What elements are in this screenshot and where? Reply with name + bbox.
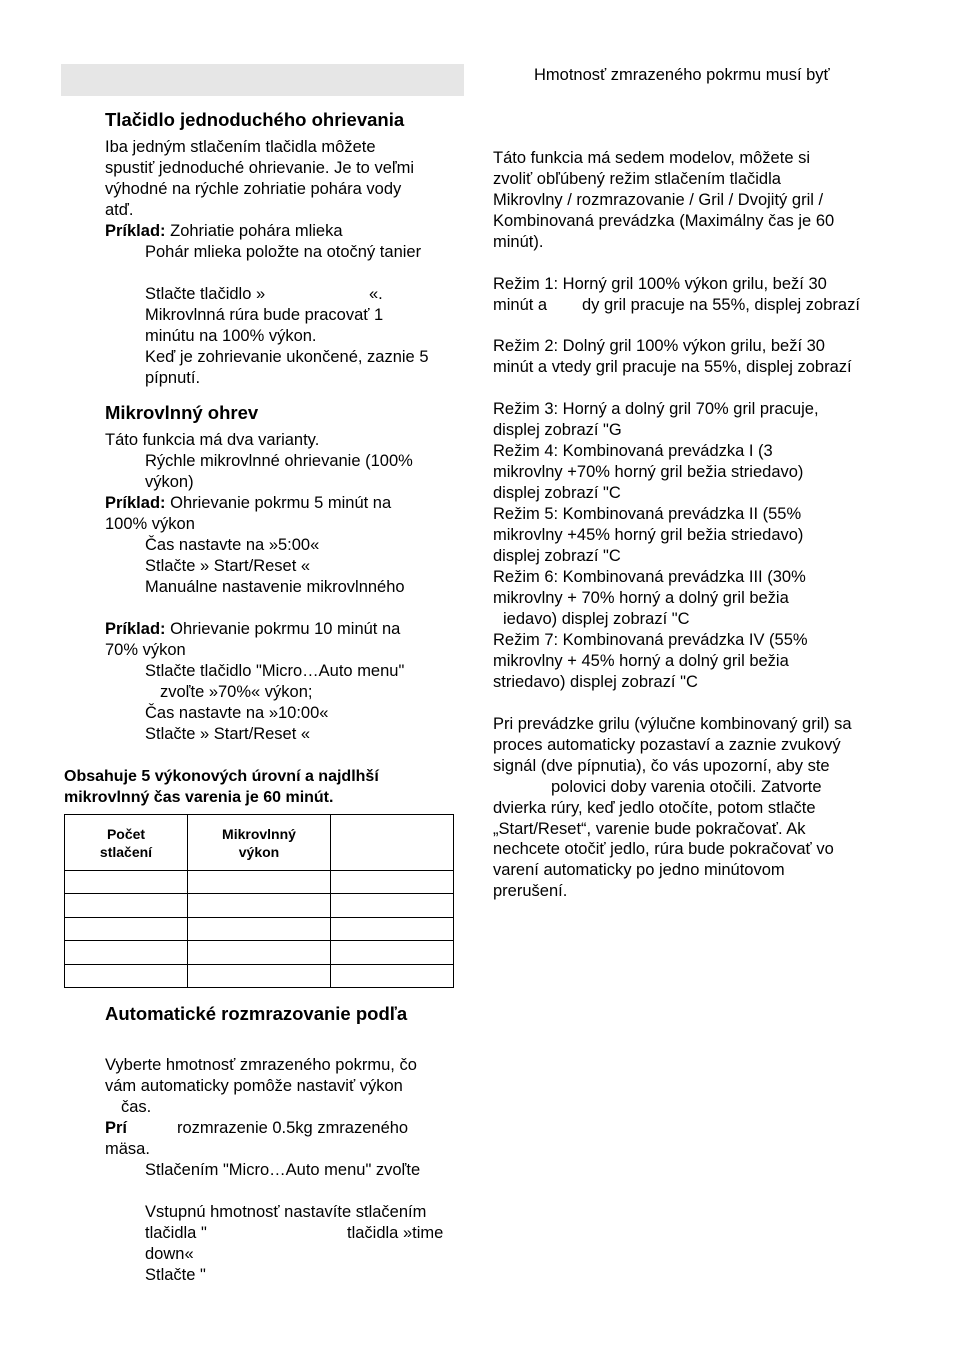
mode-line: Režim 1: Horný gril 100% výkon grilu, beží 30: [493, 275, 827, 293]
text-line: varení automaticky po jedno minútovom: [493, 861, 785, 879]
example-label: Príklad:: [105, 620, 166, 638]
table-cell: [65, 918, 188, 941]
step-line: down«: [145, 1245, 194, 1263]
mode-line: displej zobrazí "C: [493, 547, 621, 565]
example-line: [105, 619, 400, 640]
table-cell: [331, 965, 454, 988]
step-line: Stlačte tlačidlo »: [145, 285, 266, 303]
table-cell: [188, 894, 331, 918]
mode-line: mikrovlny +45% horný gril bežia striedavo): [493, 526, 804, 544]
table-header-cell: [65, 815, 188, 871]
mode-line: minút a vtedy gril pracuje na 55%, displej zobrazí: [493, 358, 852, 376]
step-line: Rýchle mikrovlnné ohrievanie (100%: [145, 452, 413, 470]
table-cell: [331, 894, 454, 918]
step-line: Stlačte tlačidlo "Micro…Auto menu": [145, 662, 405, 680]
text-line: čas.: [121, 1098, 152, 1116]
mode-line: Režim 3: Horný a dolný gril 70% gril pracuje,: [493, 400, 819, 418]
example-line: [105, 493, 391, 514]
table-cell: [188, 871, 331, 894]
power-levels-note: Obsahuje 5 výkonových úrovní a najdlhší: [64, 768, 379, 785]
mode-line: displej zobrazí "G: [493, 421, 622, 439]
text-line: Hmotnosť zmrazeného pokrmu musí byť: [534, 66, 830, 84]
example-label: Prí: [105, 1119, 128, 1137]
heading-auto-defrost: Automatické rozmrazovanie podľa: [105, 1003, 408, 1024]
text-line: Táto funkcia má dva varianty.: [105, 431, 320, 449]
table-header-cell: [331, 815, 454, 871]
text-line: prerušení.: [493, 882, 568, 900]
text-line: dvierka rúry, keď jedlo otočíte, potom stlačte: [493, 799, 816, 817]
step-line: pípnutí.: [145, 369, 201, 387]
example-text: Ohrievanie pokrmu 5 minút na: [165, 494, 392, 512]
step-line: tlačidla ": [145, 1224, 207, 1242]
power-table: [64, 814, 454, 988]
header-text: výkon: [238, 843, 280, 860]
header-text: stlačení: [99, 843, 153, 860]
table-cell: [65, 894, 188, 918]
text-line: Vyberte hmotnosť zmrazeného pokrmu, čo: [105, 1056, 417, 1074]
step-line: Čas nastavte na »5:00«: [145, 536, 320, 554]
text-line: polovici doby varenia otočili. Zatvorte: [551, 778, 822, 796]
step-line: Stlačte » Start/Reset «: [145, 557, 311, 575]
example-line: [105, 221, 343, 242]
step-line: Vstupnú hmotnosť nastavíte stlačením: [145, 1203, 427, 1221]
table-row: [65, 918, 454, 941]
example-text: Zohriatie pohára mlieka: [165, 222, 343, 240]
table-cell: [188, 918, 331, 941]
step-line: Mikrovlnná rúra bude pracovať 1: [145, 306, 384, 324]
table-cell: [65, 941, 188, 965]
table-cell: [331, 941, 454, 965]
text-line: nechcete otočiť jedlo, rúra bude pokračovať vo: [493, 840, 834, 858]
mode-line: displej zobrazí "C: [493, 484, 621, 502]
text-line: 100% výkon: [105, 515, 195, 533]
table-row: [65, 894, 454, 918]
table-cell: [188, 965, 331, 988]
text-line: atď.: [105, 201, 134, 219]
step-line: výkon): [145, 473, 194, 491]
step-line: zvoľte »70%« výkon;: [160, 683, 313, 701]
table-row: [65, 871, 454, 894]
step-line-end: tlačidla »time: [347, 1224, 444, 1242]
step-line: Stlačením "Micro…Auto menu" zvoľte: [145, 1161, 421, 1179]
table-cell: [65, 965, 188, 988]
text-line: Mikrovlny / rozmrazovanie / Gril / Dvojitý gril /: [493, 191, 824, 209]
text-line: zvoliť obľúbený režim stlačením tlačidla: [493, 170, 781, 188]
text-line: proces automaticky pozastaví a zaznie zvukový: [493, 736, 841, 754]
table-row: [65, 965, 454, 988]
step-line: Stlačte » Start/Reset «: [145, 725, 311, 743]
text-line: výhodné na rýchle zohriatie pohára vody: [105, 180, 402, 198]
text-line: Pri prevádzke grilu (výlučne kombinovaný gril) sa: [493, 715, 852, 733]
table-cell: [65, 871, 188, 894]
step-line: Keď je zohrievanie ukončené, zaznie 5: [145, 348, 429, 366]
header-text: Mikrovlnný: [222, 825, 296, 842]
step-line: Čas nastavte na »10:00«: [145, 704, 329, 722]
example-text: rozmrazenie 0.5kg zmrazeného: [177, 1119, 409, 1137]
mode-line: iedavo) displej zobrazí "C: [503, 610, 690, 628]
mode-line: mikrovlny + 45% horný a dolný gril bežia: [493, 652, 789, 670]
step-line: minútu na 100% výkon.: [145, 327, 317, 345]
text-line: Kombinovaná prevádzka (Maximálny čas je 60: [493, 212, 835, 230]
text-line: spustiť jednoduché ohrievanie. Je to veľmi: [105, 159, 415, 177]
example-label: Príklad:: [105, 494, 166, 512]
mode-line-end: dy gril pracuje na 55%, displej zobrazí: [582, 296, 860, 314]
example-label: Príklad:: [105, 222, 166, 240]
step-line: Pohár mlieka položte na otočný tanier: [145, 243, 422, 261]
table-cell: [188, 941, 331, 965]
mode-line: minút a: [493, 296, 548, 314]
mode-line: Režim 6: Kombinovaná prevádzka III (30%: [493, 568, 806, 586]
table-cell: [331, 918, 454, 941]
text-line: Táto funkcia má sedem modelov, môžete si: [493, 149, 810, 167]
mode-line: mikrovlny +70% horný gril bežia striedavo): [493, 463, 804, 481]
table-header-cell: [188, 815, 331, 871]
text-line: mäsa.: [105, 1140, 150, 1158]
section-header-bar: [61, 64, 464, 96]
step-line: Stlačte ": [145, 1266, 206, 1284]
mode-line: Režim 2: Dolný gril 100% výkon grilu, beží 30: [493, 337, 825, 355]
example-text: Ohrievanie pokrmu 10 minút na: [165, 620, 401, 638]
mode-line: striedavo) displej zobrazí "C: [493, 673, 698, 691]
text-line: „Start/Reset“, varenie bude pokračovať. Ak: [493, 820, 806, 838]
step-line-end: «.: [369, 285, 383, 303]
text-line: Iba jedným stlačením tlačidla môžete: [105, 138, 376, 156]
text-line: 70% výkon: [105, 641, 186, 659]
mode-line: Režim 7: Kombinovaná prevádzka IV (55%: [493, 631, 808, 649]
table-cell: [331, 871, 454, 894]
header-text: Počet: [106, 825, 146, 842]
table-row: [65, 941, 454, 965]
mode-line: Režim 4: Kombinovaná prevádzka I (3: [493, 442, 773, 460]
heading-microwave: Mikrovlnný ohrev: [105, 402, 259, 423]
mode-line: Režim 5: Kombinovaná prevádzka II (55%: [493, 505, 802, 523]
mode-line: mikrovlny + 70% horný a dolný gril bežia: [493, 589, 789, 607]
heading-simple-heating: Tlačidlo jednoduchého ohrievania: [105, 109, 405, 130]
text-line: vám automaticky pomôže nastaviť výkon: [105, 1077, 403, 1095]
table-header-row: [65, 815, 454, 871]
power-levels-note: mikrovlnný čas varenia je 60 minút.: [64, 789, 334, 806]
step-line: Manuálne nastavenie mikrovlnného: [145, 578, 405, 596]
text-line: minút).: [493, 233, 544, 251]
text-line: signál (dve pípnutia), čo vás upozorní, aby ste: [493, 757, 830, 775]
